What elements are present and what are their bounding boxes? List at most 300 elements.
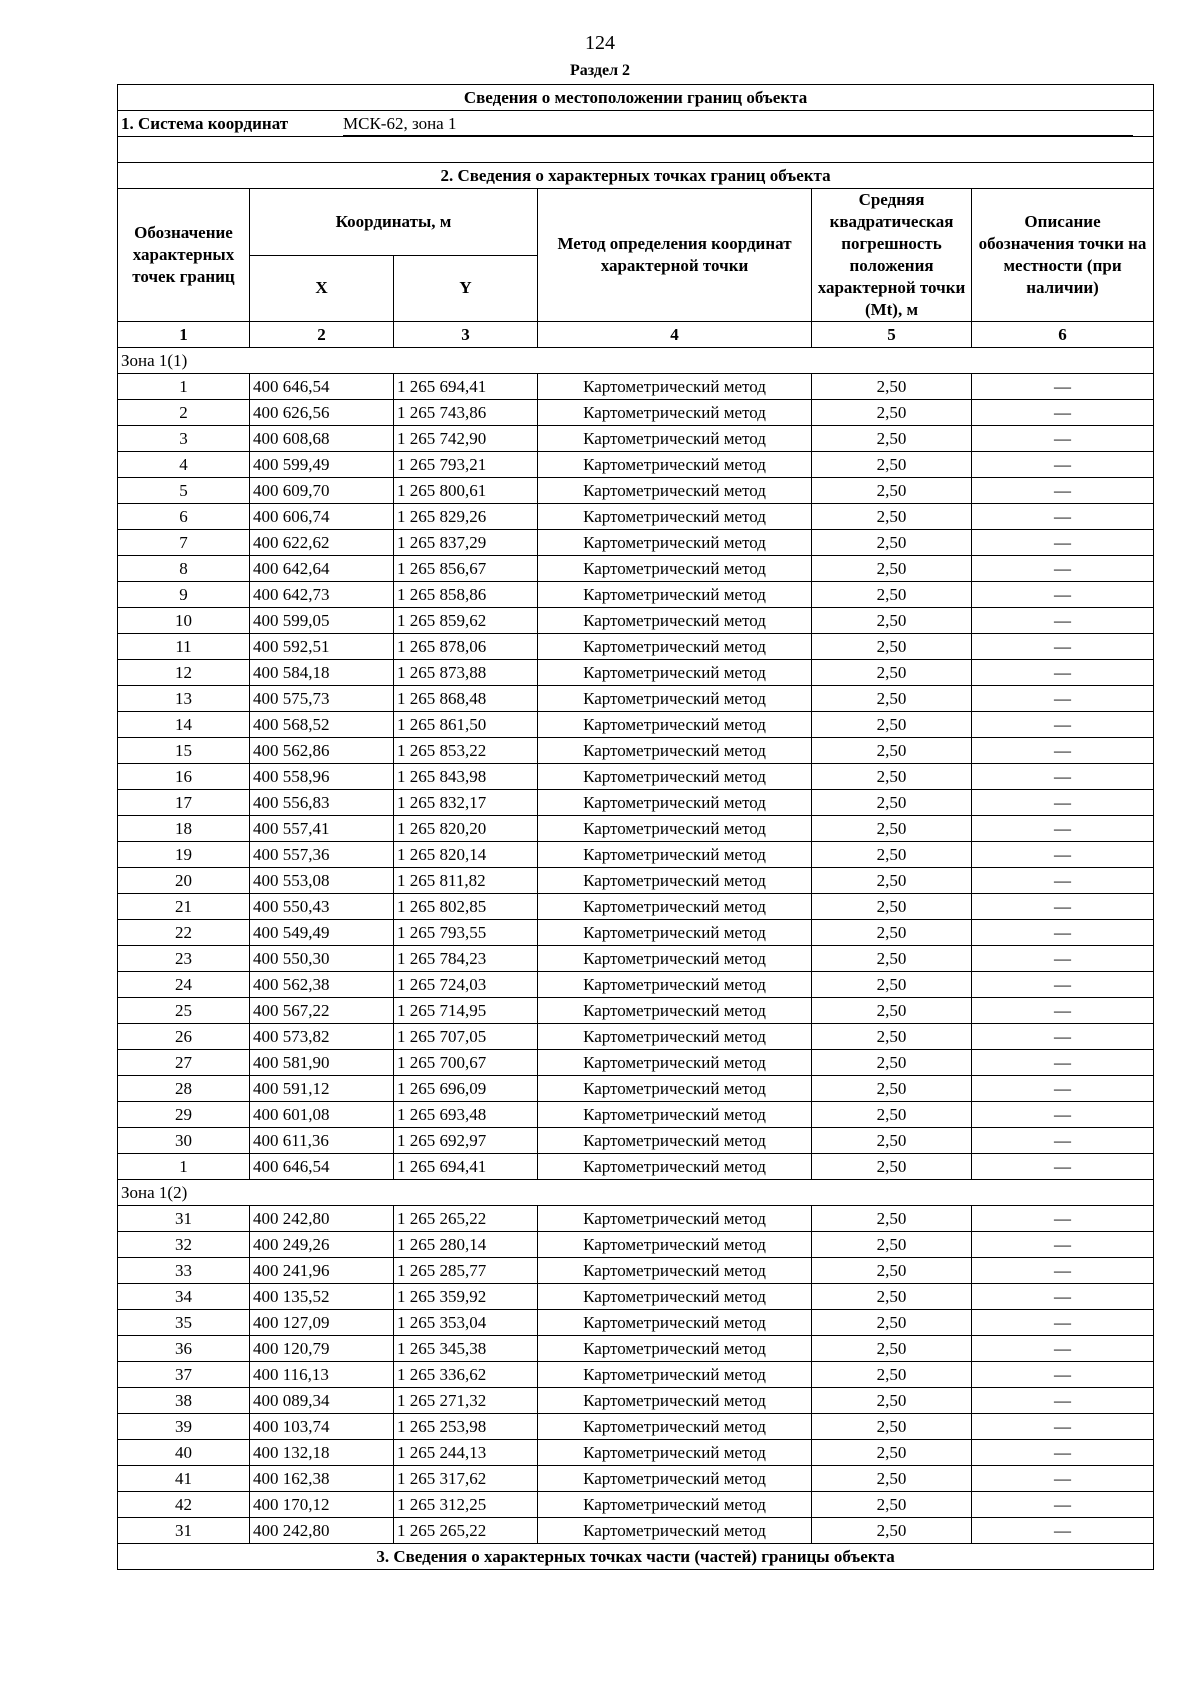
x-coordinate: 400 170,12	[250, 1492, 394, 1518]
point-number: 37	[118, 1362, 250, 1388]
error-cell: 2,50	[812, 946, 972, 972]
x-coordinate: 400 599,05	[250, 608, 394, 634]
error-cell: 2,50	[812, 478, 972, 504]
x-coordinate: 400 162,38	[250, 1466, 394, 1492]
point-number: 13	[118, 686, 250, 712]
error-cell: 2,50	[812, 998, 972, 1024]
error-cell: 2,50	[812, 530, 972, 556]
description-cell: —	[972, 712, 1154, 738]
table-row	[118, 1258, 1154, 1284]
point-number: 17	[118, 790, 250, 816]
point-number: 25	[118, 998, 250, 1024]
y-coordinate: 1 265 714,95	[394, 998, 538, 1024]
method-cell: Картометрический метод	[538, 1102, 812, 1128]
point-number: 7	[118, 530, 250, 556]
method-cell: Картометрический метод	[538, 868, 812, 894]
table-row	[118, 1492, 1154, 1518]
y-coordinate: 1 265 820,14	[394, 842, 538, 868]
error-cell: 2,50	[812, 1310, 972, 1336]
method-cell: Картометрический метод	[538, 1076, 812, 1102]
method-cell: Картометрический метод	[538, 712, 812, 738]
description-cell: —	[972, 1154, 1154, 1180]
y-coordinate: 1 265 793,55	[394, 920, 538, 946]
y-coordinate: 1 265 878,06	[394, 634, 538, 660]
error-cell: 2,50	[812, 1284, 972, 1310]
x-coordinate: 400 120,79	[250, 1336, 394, 1362]
table-row	[118, 1362, 1154, 1388]
description-cell: —	[972, 1362, 1154, 1388]
point-number: 19	[118, 842, 250, 868]
table-row	[118, 452, 1154, 478]
y-coordinate: 1 265 811,82	[394, 868, 538, 894]
x-coordinate: 400 584,18	[250, 660, 394, 686]
point-number: 33	[118, 1258, 250, 1284]
y-coordinate: 1 265 359,92	[394, 1284, 538, 1310]
error-cell: 2,50	[812, 1518, 972, 1544]
point-number: 31	[118, 1206, 250, 1232]
point-number: 22	[118, 920, 250, 946]
point-number: 18	[118, 816, 250, 842]
table-row	[118, 556, 1154, 582]
table-row	[118, 1076, 1154, 1102]
description-cell: —	[972, 1492, 1154, 1518]
x-coordinate: 400 242,80	[250, 1206, 394, 1232]
error-cell: 2,50	[812, 608, 972, 634]
method-cell: Картометрический метод	[538, 452, 812, 478]
y-coordinate: 1 265 861,50	[394, 712, 538, 738]
coordinate-system-label: 1. Система координат	[121, 114, 289, 133]
error-cell: 2,50	[812, 712, 972, 738]
error-cell: 2,50	[812, 1466, 972, 1492]
point-number: 32	[118, 1232, 250, 1258]
y-coordinate: 1 265 743,86	[394, 400, 538, 426]
description-cell: —	[972, 1414, 1154, 1440]
description-cell: —	[972, 530, 1154, 556]
error-cell: 2,50	[812, 634, 972, 660]
y-coordinate: 1 265 336,62	[394, 1362, 538, 1388]
point-number: 1	[118, 374, 250, 400]
zone-label: Зона 1(2)	[118, 1180, 1154, 1206]
x-coordinate: 400 599,49	[250, 452, 394, 478]
description-cell: —	[972, 1050, 1154, 1076]
x-coordinate: 400 609,70	[250, 478, 394, 504]
method-cell: Картометрический метод	[538, 1024, 812, 1050]
x-coordinate: 400 642,73	[250, 582, 394, 608]
method-cell: Картометрический метод	[538, 894, 812, 920]
x-coordinate: 400 550,43	[250, 894, 394, 920]
column-number: 4	[538, 322, 812, 348]
point-number: 16	[118, 764, 250, 790]
x-coordinate: 400 556,83	[250, 790, 394, 816]
description-cell: —	[972, 1076, 1154, 1102]
x-coordinate: 400 132,18	[250, 1440, 394, 1466]
method-cell: Картометрический метод	[538, 1388, 812, 1414]
method-cell: Картометрический метод	[538, 816, 812, 842]
description-cell: —	[972, 1258, 1154, 1284]
table-row	[118, 1440, 1154, 1466]
table-row	[118, 920, 1154, 946]
table-row	[118, 686, 1154, 712]
error-cell: 2,50	[812, 1362, 972, 1388]
x-coordinate: 400 646,54	[250, 374, 394, 400]
table-row	[118, 1414, 1154, 1440]
y-coordinate: 1 265 253,98	[394, 1414, 538, 1440]
parts-heading: 3. Сведения о характерных точках части (частей) границы объекта	[118, 1544, 1154, 1570]
table-row	[118, 1232, 1154, 1258]
x-coordinate: 400 611,36	[250, 1128, 394, 1154]
description-cell: —	[972, 764, 1154, 790]
error-cell: 2,50	[812, 1440, 972, 1466]
table-row	[118, 478, 1154, 504]
method-cell: Картометрический метод	[538, 790, 812, 816]
method-cell: Картометрический метод	[538, 1206, 812, 1232]
error-cell: 2,50	[812, 1024, 972, 1050]
y-coordinate: 1 265 802,85	[394, 894, 538, 920]
x-coordinate: 400 562,86	[250, 738, 394, 764]
x-coordinate: 400 581,90	[250, 1050, 394, 1076]
error-cell: 2,50	[812, 764, 972, 790]
description-cell: —	[972, 998, 1154, 1024]
table-row	[118, 764, 1154, 790]
x-coordinate: 400 557,41	[250, 816, 394, 842]
point-number: 29	[118, 1102, 250, 1128]
method-cell: Картометрический метод	[538, 1336, 812, 1362]
method-cell: Картометрический метод	[538, 1414, 812, 1440]
description-cell: —	[972, 920, 1154, 946]
point-number: 2	[118, 400, 250, 426]
boundary-table	[117, 84, 1154, 1570]
x-coordinate: 400 242,80	[250, 1518, 394, 1544]
y-coordinate: 1 265 265,22	[394, 1518, 538, 1544]
error-cell: 2,50	[812, 374, 972, 400]
description-cell: —	[972, 1284, 1154, 1310]
point-number: 38	[118, 1388, 250, 1414]
col-method-header: Метод определения координат характерной точки	[538, 189, 812, 322]
method-cell: Картометрический метод	[538, 686, 812, 712]
method-cell: Картометрический метод	[538, 1258, 812, 1284]
y-coordinate: 1 265 859,62	[394, 608, 538, 634]
description-cell: —	[972, 842, 1154, 868]
description-cell: —	[972, 868, 1154, 894]
description-cell: —	[972, 634, 1154, 660]
x-coordinate: 400 592,51	[250, 634, 394, 660]
x-coordinate: 400 089,34	[250, 1388, 394, 1414]
method-cell: Картометрический метод	[538, 972, 812, 998]
x-coordinate: 400 135,52	[250, 1284, 394, 1310]
table-row	[118, 374, 1154, 400]
table-row	[118, 1128, 1154, 1154]
description-cell: —	[972, 478, 1154, 504]
x-coordinate: 400 567,22	[250, 998, 394, 1024]
table-row	[118, 1466, 1154, 1492]
x-coordinate: 400 103,74	[250, 1414, 394, 1440]
table-row	[118, 1310, 1154, 1336]
column-number-row	[118, 322, 1154, 348]
method-cell: Картометрический метод	[538, 1518, 812, 1544]
x-coordinate: 400 558,96	[250, 764, 394, 790]
table-row	[118, 582, 1154, 608]
method-cell: Картометрический метод	[538, 920, 812, 946]
x-coordinate: 400 642,64	[250, 556, 394, 582]
column-number: 6	[972, 322, 1154, 348]
point-number: 24	[118, 972, 250, 998]
description-cell: —	[972, 660, 1154, 686]
error-cell: 2,50	[812, 400, 972, 426]
y-coordinate: 1 265 700,67	[394, 1050, 538, 1076]
y-coordinate: 1 265 832,17	[394, 790, 538, 816]
method-cell: Картометрический метод	[538, 660, 812, 686]
table-row	[118, 504, 1154, 530]
point-number: 36	[118, 1336, 250, 1362]
y-coordinate: 1 265 784,23	[394, 946, 538, 972]
table-row	[118, 426, 1154, 452]
point-number: 21	[118, 894, 250, 920]
column-number: 2	[250, 322, 394, 348]
method-cell: Картометрический метод	[538, 946, 812, 972]
x-coordinate: 400 557,36	[250, 842, 394, 868]
table-row	[118, 530, 1154, 556]
method-cell: Картометрический метод	[538, 400, 812, 426]
method-cell: Картометрический метод	[538, 1362, 812, 1388]
error-cell: 2,50	[812, 1492, 972, 1518]
x-coordinate: 400 553,08	[250, 868, 394, 894]
description-cell: —	[972, 504, 1154, 530]
table-row	[118, 608, 1154, 634]
table-row	[118, 790, 1154, 816]
y-coordinate: 1 265 820,20	[394, 816, 538, 842]
point-number: 27	[118, 1050, 250, 1076]
table-row	[118, 1050, 1154, 1076]
point-number: 35	[118, 1310, 250, 1336]
table-row	[118, 894, 1154, 920]
point-number: 12	[118, 660, 250, 686]
zone-label: Зона 1(1)	[118, 348, 1154, 374]
y-coordinate: 1 265 793,21	[394, 452, 538, 478]
method-cell: Картометрический метод	[538, 582, 812, 608]
col-description-header: Описание обозначения точки на местности (при наличии)	[972, 189, 1154, 322]
x-coordinate: 400 622,62	[250, 530, 394, 556]
x-coordinate: 400 116,13	[250, 1362, 394, 1388]
point-number: 6	[118, 504, 250, 530]
y-coordinate: 1 265 868,48	[394, 686, 538, 712]
points-heading: 2. Сведения о характерных точках границ объекта	[118, 163, 1154, 189]
table-row	[118, 1024, 1154, 1050]
x-coordinate: 400 608,68	[250, 426, 394, 452]
point-number: 23	[118, 946, 250, 972]
point-number: 39	[118, 1414, 250, 1440]
y-coordinate: 1 265 692,97	[394, 1128, 538, 1154]
x-coordinate: 400 591,12	[250, 1076, 394, 1102]
error-cell: 2,50	[812, 842, 972, 868]
error-cell: 2,50	[812, 738, 972, 764]
y-coordinate: 1 265 873,88	[394, 660, 538, 686]
point-number: 3	[118, 426, 250, 452]
spacer	[118, 137, 1154, 163]
method-cell: Картометрический метод	[538, 1284, 812, 1310]
method-cell: Картометрический метод	[538, 374, 812, 400]
error-cell: 2,50	[812, 1414, 972, 1440]
page-number: 124	[585, 32, 615, 54]
y-coordinate: 1 265 858,86	[394, 582, 538, 608]
error-cell: 2,50	[812, 1388, 972, 1414]
x-coordinate: 400 249,26	[250, 1232, 394, 1258]
table-row	[118, 712, 1154, 738]
y-coordinate: 1 265 285,77	[394, 1258, 538, 1284]
x-coordinate: 400 241,96	[250, 1258, 394, 1284]
description-cell: —	[972, 374, 1154, 400]
point-number: 15	[118, 738, 250, 764]
table-row	[118, 1336, 1154, 1362]
table-row	[118, 738, 1154, 764]
method-cell: Картометрический метод	[538, 634, 812, 660]
error-cell: 2,50	[812, 972, 972, 998]
error-cell: 2,50	[812, 686, 972, 712]
description-cell: —	[972, 790, 1154, 816]
col-x-header: X	[250, 255, 394, 322]
error-cell: 2,50	[812, 894, 972, 920]
error-cell: 2,50	[812, 1076, 972, 1102]
description-cell: —	[972, 972, 1154, 998]
table-row	[118, 868, 1154, 894]
y-coordinate: 1 265 837,29	[394, 530, 538, 556]
x-coordinate: 400 562,38	[250, 972, 394, 998]
y-coordinate: 1 265 317,62	[394, 1466, 538, 1492]
table-row	[118, 1154, 1154, 1180]
description-cell: —	[972, 686, 1154, 712]
description-cell: —	[972, 426, 1154, 452]
point-number: 31	[118, 1518, 250, 1544]
description-cell: —	[972, 1310, 1154, 1336]
y-coordinate: 1 265 280,14	[394, 1232, 538, 1258]
method-cell: Картометрический метод	[538, 1492, 812, 1518]
description-cell: —	[972, 400, 1154, 426]
description-cell: —	[972, 894, 1154, 920]
x-coordinate: 400 573,82	[250, 1024, 394, 1050]
description-cell: —	[972, 1024, 1154, 1050]
description-cell: —	[972, 738, 1154, 764]
table-title: Сведения о местоположении границ объекта	[118, 85, 1154, 111]
point-number: 4	[118, 452, 250, 478]
error-cell: 2,50	[812, 660, 972, 686]
point-number: 1	[118, 1154, 250, 1180]
column-number: 5	[812, 322, 972, 348]
method-cell: Картометрический метод	[538, 1466, 812, 1492]
coordinate-system-row	[118, 111, 1154, 137]
table-row	[118, 660, 1154, 686]
y-coordinate: 1 265 853,22	[394, 738, 538, 764]
y-coordinate: 1 265 856,67	[394, 556, 538, 582]
method-cell: Картометрический метод	[538, 842, 812, 868]
method-cell: Картометрический метод	[538, 1154, 812, 1180]
point-number: 11	[118, 634, 250, 660]
y-coordinate: 1 265 742,90	[394, 426, 538, 452]
method-cell: Картометрический метод	[538, 998, 812, 1024]
method-cell: Картометрический метод	[538, 608, 812, 634]
error-cell: 2,50	[812, 1336, 972, 1362]
y-coordinate: 1 265 694,41	[394, 374, 538, 400]
description-cell: —	[972, 946, 1154, 972]
table-row	[118, 972, 1154, 998]
x-coordinate: 400 127,09	[250, 1310, 394, 1336]
x-coordinate: 400 549,49	[250, 920, 394, 946]
description-cell: —	[972, 1518, 1154, 1544]
column-number: 3	[394, 322, 538, 348]
point-number: 14	[118, 712, 250, 738]
point-number: 26	[118, 1024, 250, 1050]
error-cell: 2,50	[812, 920, 972, 946]
section-title: Раздел 2	[569, 62, 631, 79]
method-cell: Картометрический метод	[538, 1440, 812, 1466]
x-coordinate: 400 626,56	[250, 400, 394, 426]
y-coordinate: 1 265 843,98	[394, 764, 538, 790]
error-cell: 2,50	[812, 1102, 972, 1128]
table-row	[118, 1206, 1154, 1232]
description-cell: —	[972, 556, 1154, 582]
description-cell: —	[972, 1440, 1154, 1466]
table-row	[118, 946, 1154, 972]
y-coordinate: 1 265 265,22	[394, 1206, 538, 1232]
y-coordinate: 1 265 829,26	[394, 504, 538, 530]
description-cell: —	[972, 1388, 1154, 1414]
x-coordinate: 400 606,74	[250, 504, 394, 530]
y-coordinate: 1 265 800,61	[394, 478, 538, 504]
method-cell: Картометрический метод	[538, 738, 812, 764]
error-cell: 2,50	[812, 1258, 972, 1284]
x-coordinate: 400 575,73	[250, 686, 394, 712]
point-number: 40	[118, 1440, 250, 1466]
point-number: 8	[118, 556, 250, 582]
table-row	[118, 400, 1154, 426]
error-cell: 2,50	[812, 868, 972, 894]
y-coordinate: 1 265 353,04	[394, 1310, 538, 1336]
y-coordinate: 1 265 271,32	[394, 1388, 538, 1414]
description-cell: —	[972, 1128, 1154, 1154]
error-cell: 2,50	[812, 1154, 972, 1180]
table-row	[118, 1518, 1154, 1544]
method-cell: Картометрический метод	[538, 1310, 812, 1336]
description-cell: —	[972, 582, 1154, 608]
method-cell: Картометрический метод	[538, 478, 812, 504]
table-row	[118, 842, 1154, 868]
point-number: 20	[118, 868, 250, 894]
point-number: 28	[118, 1076, 250, 1102]
error-cell: 2,50	[812, 790, 972, 816]
table-row	[118, 998, 1154, 1024]
point-number: 34	[118, 1284, 250, 1310]
error-cell: 2,50	[812, 504, 972, 530]
error-cell: 2,50	[812, 1050, 972, 1076]
error-cell: 2,50	[812, 452, 972, 478]
method-cell: Картометрический метод	[538, 1128, 812, 1154]
description-cell: —	[972, 1232, 1154, 1258]
y-coordinate: 1 265 693,48	[394, 1102, 538, 1128]
method-cell: Картометрический метод	[538, 1050, 812, 1076]
y-coordinate: 1 265 312,25	[394, 1492, 538, 1518]
y-coordinate: 1 265 724,03	[394, 972, 538, 998]
col-designation-header: Обозначение характерных точек границ	[118, 189, 250, 322]
method-cell: Картометрический метод	[538, 1232, 812, 1258]
error-cell: 2,50	[812, 816, 972, 842]
y-coordinate: 1 265 345,38	[394, 1336, 538, 1362]
y-coordinate: 1 265 694,41	[394, 1154, 538, 1180]
table-row	[118, 816, 1154, 842]
method-cell: Картометрический метод	[538, 426, 812, 452]
error-cell: 2,50	[812, 556, 972, 582]
method-cell: Картометрический метод	[538, 764, 812, 790]
error-cell: 2,50	[812, 1206, 972, 1232]
coordinate-system-value: МСК-62, зона 1	[343, 113, 1133, 136]
description-cell: —	[972, 1466, 1154, 1492]
